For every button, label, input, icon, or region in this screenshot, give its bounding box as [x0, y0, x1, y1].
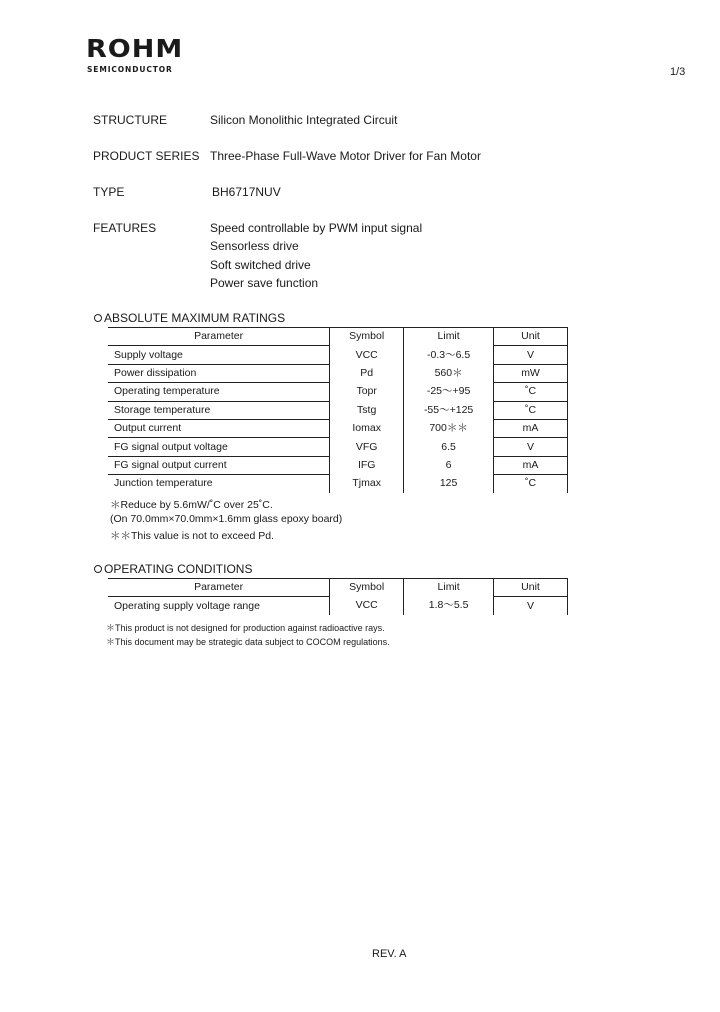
limit-cell: -25～+95 — [404, 383, 494, 401]
unit-cell: mW — [494, 364, 568, 382]
param-cell: Storage temperature — [108, 401, 330, 419]
param-cell: Operating temperature — [108, 383, 330, 401]
table-row — [108, 456, 568, 474]
product-series-label: PRODUCT SERIES — [93, 149, 200, 163]
table-row — [108, 475, 568, 493]
structure-value: Silicon Monolithic Integrated Circuit — [210, 113, 398, 127]
header-unit: Unit — [494, 579, 568, 597]
disclaimer-radiation: ＊This product is not designed for production against radioactive rays. — [106, 623, 385, 633]
unit-cell: mA — [494, 456, 568, 474]
limit-cell: 560＊ — [404, 364, 494, 382]
symbol-cell: VFG — [330, 438, 404, 456]
header-parameter: Parameter — [108, 328, 330, 346]
unit-cell: ˚C — [494, 475, 568, 493]
footnote-iomax: ＊＊This value is not to exceed Pd. — [110, 530, 274, 542]
rohm-logo: ROHM — [86, 35, 184, 64]
unit-cell: V — [494, 438, 568, 456]
unit-cell: ˚C — [494, 383, 568, 401]
op-cond-title — [94, 562, 252, 576]
param-cell: Power dissipation — [108, 364, 330, 382]
feature-item: Soft switched drive — [210, 258, 311, 272]
op-cond-title-text: OPERATING CONDITIONS — [104, 562, 253, 576]
unit-cell: V — [494, 346, 568, 364]
unit-cell: V — [494, 597, 568, 615]
abs-max-title-text: ABSOLUTE MAXIMUM RATINGS — [104, 311, 286, 325]
disclaimer-cocom: ＊This document may be strategic data subject to COCOM regulations. — [106, 637, 390, 647]
table-row — [108, 419, 568, 437]
header-limit: Limit — [404, 328, 494, 346]
abs-max-table — [108, 327, 568, 493]
param-cell: FG signal output current — [108, 456, 330, 474]
param-cell: Output current — [108, 419, 330, 437]
structure-label: STRUCTURE — [93, 113, 167, 127]
abs-max-title — [94, 311, 285, 325]
table-row — [108, 597, 568, 615]
symbol-cell: VCC — [330, 597, 404, 615]
param-cell: Operating supply voltage range — [108, 597, 330, 615]
header-parameter: Parameter — [108, 579, 330, 597]
unit-cell: ˚C — [494, 401, 568, 419]
symbol-cell: Tstg — [330, 401, 404, 419]
table-row — [108, 438, 568, 456]
limit-cell: -55～+125 — [404, 401, 494, 419]
limit-cell: 6 — [404, 456, 494, 474]
symbol-cell: Topr — [330, 383, 404, 401]
param-cell: Supply voltage — [108, 346, 330, 364]
param-cell: Junction temperature — [108, 475, 330, 493]
symbol-cell: Pd — [330, 364, 404, 382]
symbol-cell: VCC — [330, 346, 404, 364]
symbol-cell: IFG — [330, 456, 404, 474]
type-value: BH6717NUV — [212, 185, 281, 199]
symbol-cell: Tjmax — [330, 475, 404, 493]
type-label: TYPE — [93, 185, 125, 199]
table-row — [108, 346, 568, 364]
table-row — [108, 383, 568, 401]
logo-subtitle: SEMICONDUCTOR — [87, 65, 173, 74]
limit-cell: 125 — [404, 475, 494, 493]
limit-cell: 700＊＊ — [404, 419, 494, 437]
unit-cell: mA — [494, 419, 568, 437]
header-limit: Limit — [404, 579, 494, 597]
feature-item: Power save function — [210, 276, 319, 290]
circle-bullet-icon — [94, 565, 102, 573]
table-header-row — [108, 579, 568, 597]
feature-item: Sensorless drive — [210, 239, 299, 253]
features-label: FEATURES — [93, 221, 157, 235]
header-symbol: Symbol — [330, 328, 404, 346]
page-number: 1/3 — [670, 66, 686, 78]
product-series-value: Three-Phase Full-Wave Motor Driver for Fan Motor — [210, 149, 481, 163]
limit-cell: 1.8～5.5 — [404, 597, 494, 615]
symbol-cell: Iomax — [330, 419, 404, 437]
table-row — [108, 364, 568, 382]
feature-item: Speed controllable by PWM input signal — [210, 221, 423, 235]
param-cell: FG signal output voltage — [108, 438, 330, 456]
footnote-pd: ＊Reduce by 5.6mW/˚C over 25˚C. — [110, 499, 273, 511]
footnote-board: (On 70.0mm×70.0mm×1.6mm glass epoxy board) — [110, 513, 343, 525]
circle-bullet-icon — [94, 314, 102, 322]
header-symbol: Symbol — [330, 579, 404, 597]
header-unit: Unit — [494, 328, 568, 346]
table-row — [108, 401, 568, 419]
limit-cell: -0.3～6.5 — [404, 346, 494, 364]
limit-cell: 6.5 — [404, 438, 494, 456]
table-header-row — [108, 328, 568, 346]
op-cond-table — [108, 578, 568, 615]
revision-label: REV. A — [372, 948, 407, 960]
